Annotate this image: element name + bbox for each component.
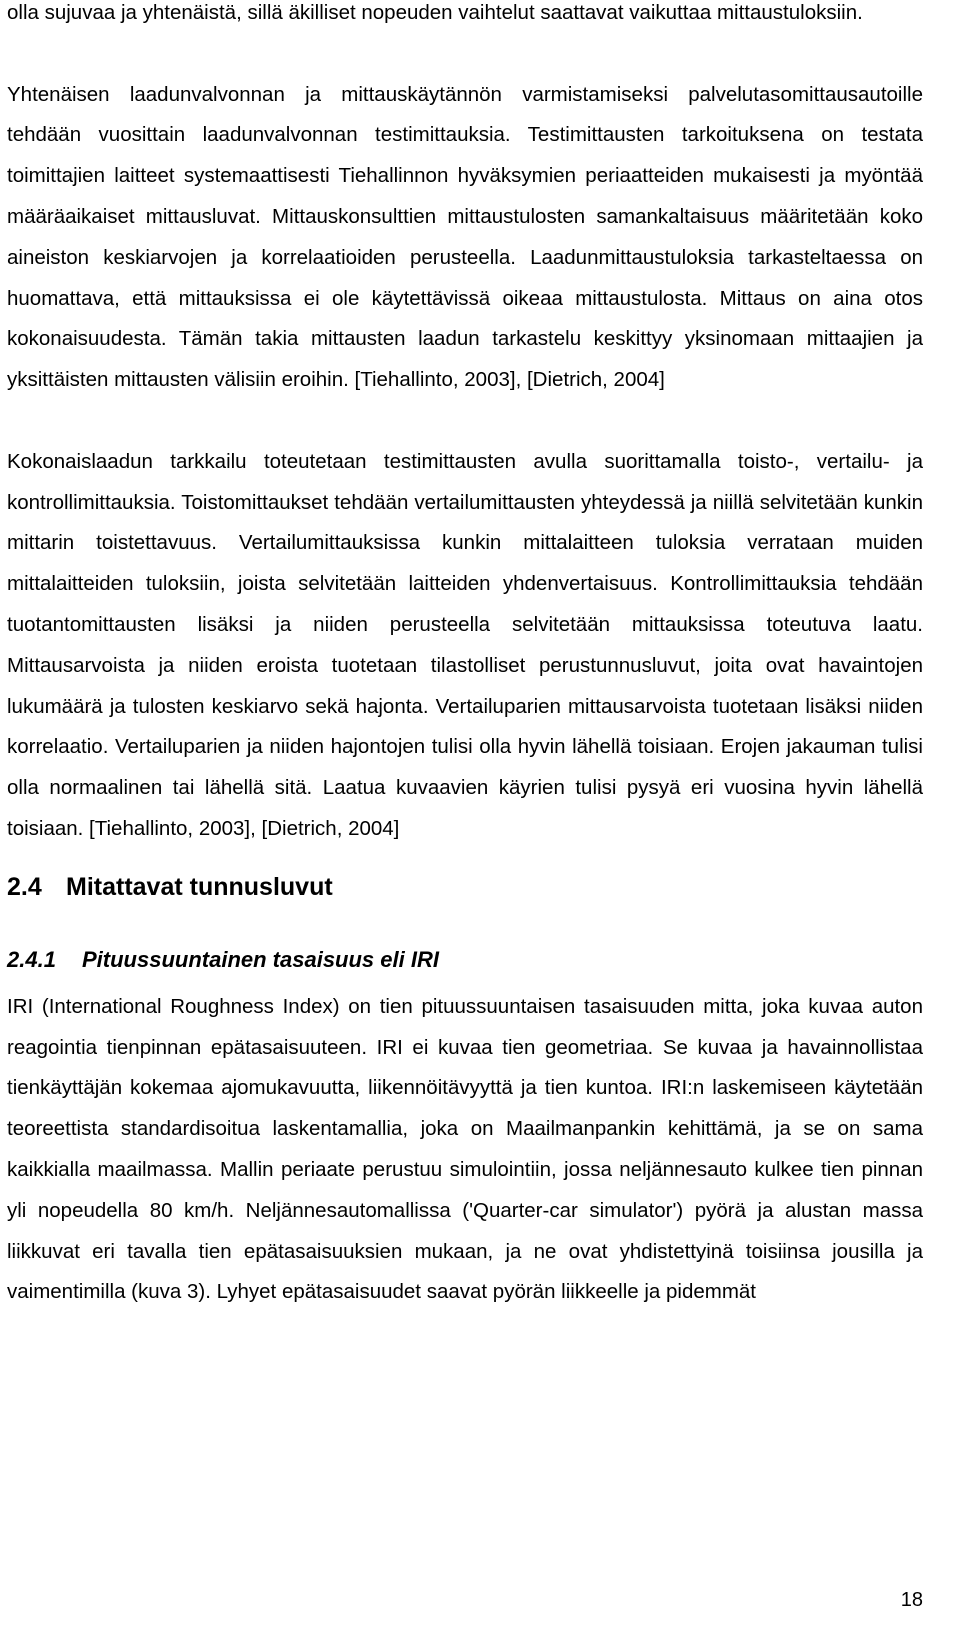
- document-page: [7, 0, 923, 1313]
- section-title: Mitattavat tunnusluvut: [66, 872, 333, 901]
- page-number: 18: [900, 1589, 923, 1611]
- heading-spacer: [7, 975, 923, 987]
- subsection-number: 2.4.1: [7, 946, 56, 972]
- paragraph-intro-continuation: olla sujuvaa ja yhtenäistä, sillä äkilliset nopeuden vaihtelut saattavat vaikuttaa mittaustuloksiin.: [7, 1, 863, 24]
- subsection-heading: [7, 945, 923, 975]
- section-number: 2.4: [7, 872, 42, 901]
- subsection-title: Pituussuuntainen tasaisuus eli IRI: [82, 946, 439, 972]
- heading-spacer: [7, 850, 923, 872]
- paragraph-overall-quality: Kokonaislaadun tarkkailu toteutetaan testimittausten avulla suorittamalla toisto-, vertailu- ja kontrollimittauksia. Toistomittaukset tehdään vertailumittausten yhteydessä ja niillä selvitetään kunkin mittarin toistettavuus. Vertailumittauksissa kunkin mittalaitteen tuloksia verrataan muiden mittalaitteiden tuloksiin, joista selvitetään laitteiden yhdenvertaisuus. Kontrollimittauksia tehdään tuotantomittausten lisäksi ja niiden perusteella selvitetään mittauksissa toteutuva laatu. Mittausarvoista ja niiden eroista tuotetaan tilastolliset perustunnusluvut, joita ovat havaintojen lukumäärä ja tulosten keskiarvo sekä hajonta. Vertailuparien mittausarvoista tuotetaan lisäksi niiden korrelaatio. Vertailuparien ja niiden hajontojen tulisi olla hyvin lähellä toisiaan. Erojen jakauman tulisi olla normaalinen tai lähellä sitä. Laatua kuvaavien käyrien tulisi pysyä eri vuosina hyvin lähellä toisiaan. [Tiehallinto, 2003], [Dietrich, 2004]: [7, 449, 923, 840]
- heading-spacer: [7, 902, 923, 945]
- paragraph-spacer: [7, 401, 923, 442]
- paragraph-iri: IRI (International Roughness Index) on tien pituussuuntaisen tasaisuuden mitta, joka kuvaa auton reagointia tienpinnan epätasaisuuteen. IRI ei kuvaa tien geometriaa. Se kuvaa ja havainnollistaa tienkäyttäjän kokemaa ajomukavuutta, liikennöitävyyttä ja tien kuntoa. IRI:n laskemiseen käytetään teoreettista standardisoitua laskentamallia, joka on Maailmanpankin kehittämä, ja se on sama kaikkialla maailmassa. Mallin periaate perustuu simulointiin, jossa neljännesauto kulkee tien pinnan yli nopeudella 80 km/h. Neljännesautomallissa ('Quarter-car simulator') pyörä ja alustan massa liikkuvat eri tavalla tien epätasaisuuksien mukaan, ja ne ovat yhdistettyinä toisiinsa jousilla ja vaimentimilla (kuva 3). Lyhyet epätasaisuudet saavat pyörän liikkeelle ja pidemmät: [7, 994, 923, 1304]
- section-heading: [7, 872, 923, 902]
- paragraph-quality-control: Yhtenäisen laadunvalvonnan ja mittauskäytännön varmistamiseksi palvelutasomittausautoille tehdään vuosittain laadunvalvonnan testimittauksia. Testimittausten tarkoituksena on testata toimittajien laitteet systemaattisesti Tiehallinnon hyväksymien periaatteiden mukaisesti ja myöntää määräaikaiset mittausluvat. Mittauskonsulttien mittaustulosten samankaltaisuus määritetään koko aineiston keskiarvojen ja korrelaatioiden perusteella. Laadunmittaustuloksia tarkasteltaessa on huomattava, että mittauksissa ei ole käytettävissä oikeaa mittaustulosta. Mittaus on aina otos kokonaisuudesta. Tämän takia mittausten laadun tarkastelu keskittyy yksinomaan mittaajien ja yksittäisten mittausten välisiin eroihin. [Tiehallinto, 2003], [Dietrich, 2004]: [7, 82, 923, 392]
- paragraph-spacer: [7, 34, 923, 75]
